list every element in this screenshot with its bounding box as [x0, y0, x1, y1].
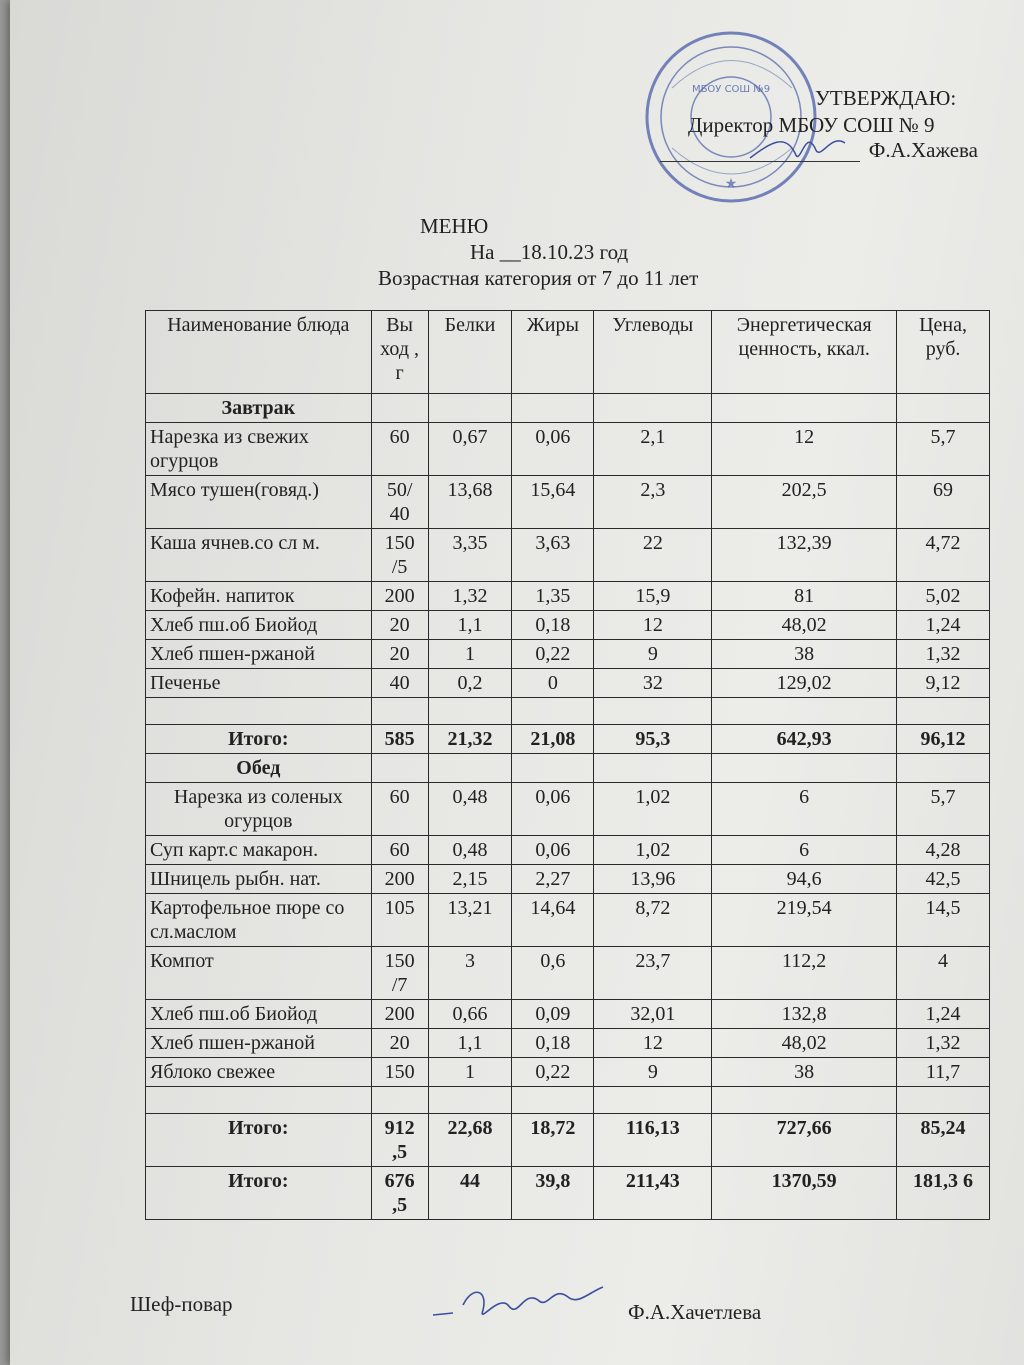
- total-row: [146, 1114, 990, 1167]
- cell-price: 5,7: [897, 783, 990, 836]
- cell-energy: 38: [712, 1058, 897, 1087]
- cell-protein: 1,1: [428, 1029, 512, 1058]
- dish-name: Мясо тушен(говяд.): [146, 476, 372, 529]
- dish-name: Хлеб пш.об Биойод: [146, 611, 372, 640]
- dish-name: Нарезка из свежих огурцов: [146, 423, 372, 476]
- cell-output: 40: [371, 669, 428, 698]
- cell-output: 50/ 40: [371, 476, 428, 529]
- empty-cell: [897, 1087, 990, 1114]
- cell-energy: 48,02: [712, 611, 897, 640]
- empty-cell: [146, 698, 372, 725]
- cell-carbs: 32: [594, 669, 712, 698]
- cell-fat: 1,35: [512, 582, 594, 611]
- cell-price: 1,32: [897, 640, 990, 669]
- cell-protein: 13,68: [428, 476, 512, 529]
- menu-date: На __18.10.23 год: [470, 240, 629, 264]
- empty-cell: [428, 394, 512, 423]
- cell-output: 200: [371, 1000, 428, 1029]
- dish-name: Хлеб пшен-ржаной: [146, 1029, 372, 1058]
- cell-price: 5,7: [897, 423, 990, 476]
- table-row: [146, 476, 990, 529]
- cell-carbs: 2,3: [594, 476, 712, 529]
- cell-carbs: 1,02: [594, 836, 712, 865]
- cell-carbs: 2,1: [594, 423, 712, 476]
- dish-name: Кофейн. напиток: [146, 582, 372, 611]
- cell-output: 200: [371, 582, 428, 611]
- table-row: [146, 865, 990, 894]
- empty-cell: [712, 1087, 897, 1114]
- empty-cell: [512, 698, 594, 725]
- empty-cell: [594, 394, 712, 423]
- age-category: Возрастная категория от 7 до 11 лет: [378, 266, 699, 290]
- dish-name: Яблоко свежее: [146, 1058, 372, 1087]
- cell-energy: 6: [712, 783, 897, 836]
- cell-protein: 2,15: [428, 865, 512, 894]
- cell-price: 9,12: [897, 669, 990, 698]
- cell-energy: 202,5: [712, 476, 897, 529]
- cell-energy: 112,2: [712, 947, 897, 1000]
- cell-fat: 21,08: [512, 725, 594, 754]
- empty-cell: [594, 698, 712, 725]
- cell-carbs: 116,13: [594, 1114, 712, 1167]
- cell-protein: 21,32: [428, 725, 512, 754]
- cell-output: 200: [371, 865, 428, 894]
- cell-output: 60: [371, 423, 428, 476]
- dish-name: Итого:: [146, 1114, 372, 1167]
- cell-output: 20: [371, 1029, 428, 1058]
- cell-energy: 48,02: [712, 1029, 897, 1058]
- chef-label: Шеф-повар: [130, 1292, 233, 1316]
- cell-fat: 2,27: [512, 865, 594, 894]
- empty-row: [146, 698, 990, 725]
- empty-cell: [428, 698, 512, 725]
- empty-cell: [371, 754, 428, 783]
- section-title: Обед: [146, 754, 372, 783]
- cell-carbs: 12: [594, 611, 712, 640]
- cell-protein: 3,35: [428, 529, 512, 582]
- empty-cell: [712, 754, 897, 783]
- cell-price: 4: [897, 947, 990, 1000]
- cell-price: 4,72: [897, 529, 990, 582]
- col-price: Цена, руб.: [897, 311, 990, 394]
- cell-energy: 129,02: [712, 669, 897, 698]
- dish-name: Суп карт.с макарон.: [146, 836, 372, 865]
- total-row: [146, 1167, 990, 1220]
- cell-energy: 132,39: [712, 529, 897, 582]
- approval-position: Директор МБОУ СОШ № 9: [688, 113, 935, 137]
- cell-energy: 38: [712, 640, 897, 669]
- cell-carbs: 9: [594, 1058, 712, 1087]
- cell-price: 1,32: [897, 1029, 990, 1058]
- empty-cell: [512, 1087, 594, 1114]
- cell-protein: 1: [428, 1058, 512, 1087]
- table-row: [146, 783, 990, 836]
- cell-carbs: 1,02: [594, 783, 712, 836]
- menu-table: [145, 310, 990, 1220]
- table-row: [146, 836, 990, 865]
- cell-output: 20: [371, 611, 428, 640]
- empty-cell: [712, 394, 897, 423]
- empty-cell: [897, 754, 990, 783]
- cell-fat: 0,18: [512, 611, 594, 640]
- cell-price: 1,24: [897, 611, 990, 640]
- table-row: [146, 529, 990, 582]
- cell-carbs: 211,43: [594, 1167, 712, 1220]
- empty-cell: [428, 1087, 512, 1114]
- table-row: [146, 1058, 990, 1087]
- cell-carbs: 9: [594, 640, 712, 669]
- chef-name: Ф.А.Хачетлева: [628, 1300, 762, 1324]
- cell-output: 105: [371, 894, 428, 947]
- table-row: [146, 640, 990, 669]
- empty-cell: [371, 394, 428, 423]
- cell-protein: 0,48: [428, 836, 512, 865]
- approval-title: УТВЕРЖДАЮ:: [815, 86, 957, 110]
- cell-fat: 15,64: [512, 476, 594, 529]
- dish-name: Итого:: [146, 1167, 372, 1220]
- document-page: [10, 0, 1024, 1365]
- cell-protein: 0,67: [428, 423, 512, 476]
- cell-output: 150: [371, 1058, 428, 1087]
- empty-cell: [512, 394, 594, 423]
- dish-name: Хлеб пшен-ржаной: [146, 640, 372, 669]
- cell-protein: 3: [428, 947, 512, 1000]
- cell-price: 14,5: [897, 894, 990, 947]
- cell-fat: 14,64: [512, 894, 594, 947]
- cell-protein: 44: [428, 1167, 512, 1220]
- empty-cell: [897, 698, 990, 725]
- dish-name: Картофельное пюре со сл.маслом: [146, 894, 372, 947]
- cell-carbs: 95,3: [594, 725, 712, 754]
- dish-name: Компот: [146, 947, 372, 1000]
- cell-price: 69: [897, 476, 990, 529]
- cell-fat: 0,18: [512, 1029, 594, 1058]
- stamp-center-text: МБОУ СОШ №9: [691, 84, 771, 95]
- cell-energy: 94,6: [712, 865, 897, 894]
- empty-cell: [371, 1087, 428, 1114]
- cell-carbs: 8,72: [594, 894, 712, 947]
- cell-output: 585: [371, 725, 428, 754]
- cell-output: 676 ,5: [371, 1167, 428, 1220]
- cell-energy: 642,93: [712, 725, 897, 754]
- empty-cell: [594, 754, 712, 783]
- col-protein: Белки: [428, 311, 512, 394]
- cell-energy: 219,54: [712, 894, 897, 947]
- chef-signature: [428, 1275, 618, 1335]
- cell-energy: 81: [712, 582, 897, 611]
- cell-carbs: 15,9: [594, 582, 712, 611]
- table-row: [146, 582, 990, 611]
- menu-title: МЕНЮ: [420, 214, 489, 238]
- cell-protein: 1: [428, 640, 512, 669]
- dish-name: Печенье: [146, 669, 372, 698]
- col-name: Наименование блюда: [146, 311, 372, 394]
- cell-carbs: 23,7: [594, 947, 712, 1000]
- cell-price: 96,12: [897, 725, 990, 754]
- empty-cell: [371, 698, 428, 725]
- table-row: [146, 1000, 990, 1029]
- cell-price: 85,24: [897, 1114, 990, 1167]
- col-energy: Энергетическая ценность, ккал.: [712, 311, 897, 394]
- table-row: [146, 894, 990, 947]
- section-row: [146, 754, 990, 783]
- cell-fat: 0,22: [512, 640, 594, 669]
- table-row: [146, 669, 990, 698]
- cell-energy: 1370,59: [712, 1167, 897, 1220]
- cell-fat: 0,06: [512, 783, 594, 836]
- cell-fat: 0,6: [512, 947, 594, 1000]
- cell-fat: 18,72: [512, 1114, 594, 1167]
- cell-fat: 0,22: [512, 1058, 594, 1087]
- cell-output: 60: [371, 836, 428, 865]
- empty-cell: [512, 754, 594, 783]
- total-row: [146, 725, 990, 754]
- table-row: [146, 611, 990, 640]
- empty-cell: [594, 1087, 712, 1114]
- dish-name: Каша ячнев.со сл м.: [146, 529, 372, 582]
- cell-output: 912 ,5: [371, 1114, 428, 1167]
- cell-fat: 0,06: [512, 836, 594, 865]
- dish-name: Шницель рыбн. нат.: [146, 865, 372, 894]
- cell-energy: 6: [712, 836, 897, 865]
- cell-carbs: 13,96: [594, 865, 712, 894]
- col-output: Вы ход , г: [371, 311, 428, 394]
- section-title: Завтрак: [146, 394, 372, 423]
- cell-fat: 39,8: [512, 1167, 594, 1220]
- dish-name: Хлеб пш.об Биойод: [146, 1000, 372, 1029]
- section-row: [146, 394, 990, 423]
- cell-fat: 3,63: [512, 529, 594, 582]
- cell-protein: 0,66: [428, 1000, 512, 1029]
- cell-price: 1,24: [897, 1000, 990, 1029]
- empty-cell: [897, 394, 990, 423]
- cell-protein: 0,48: [428, 783, 512, 836]
- cell-energy: 12: [712, 423, 897, 476]
- cell-protein: 1,32: [428, 582, 512, 611]
- empty-row: [146, 1087, 990, 1114]
- cell-output: 150 /7: [371, 947, 428, 1000]
- cell-output: 20: [371, 640, 428, 669]
- dish-name: Нарезка из соленых огурцов: [146, 783, 372, 836]
- cell-fat: 0,09: [512, 1000, 594, 1029]
- director-signature: [745, 123, 855, 173]
- table-row: [146, 947, 990, 1000]
- cell-protein: 0,2: [428, 669, 512, 698]
- cell-protein: 13,21: [428, 894, 512, 947]
- cell-carbs: 22: [594, 529, 712, 582]
- cell-price: 4,28: [897, 836, 990, 865]
- cell-price: 42,5: [897, 865, 990, 894]
- svg-text:★: ★: [724, 177, 738, 192]
- header-row: [146, 311, 990, 394]
- cell-fat: 0: [512, 669, 594, 698]
- cell-output: 60: [371, 783, 428, 836]
- cell-price: 181,3 6: [897, 1167, 990, 1220]
- cell-carbs: 12: [594, 1029, 712, 1058]
- empty-cell: [146, 1087, 372, 1114]
- cell-carbs: 32,01: [594, 1000, 712, 1029]
- empty-cell: [428, 754, 512, 783]
- table-row: [146, 423, 990, 476]
- cell-energy: 727,66: [712, 1114, 897, 1167]
- empty-cell: [712, 698, 897, 725]
- approval-name: Ф.А.Хажева: [868, 138, 978, 162]
- cell-protein: 22,68: [428, 1114, 512, 1167]
- table-row: [146, 1029, 990, 1058]
- cell-protein: 1,1: [428, 611, 512, 640]
- col-carbs: Углеводы: [594, 311, 712, 394]
- dish-name: Итого:: [146, 725, 372, 754]
- cell-price: 11,7: [897, 1058, 990, 1087]
- cell-fat: 0,06: [512, 423, 594, 476]
- cell-output: 150 /5: [371, 529, 428, 582]
- cell-price: 5,02: [897, 582, 990, 611]
- cell-energy: 132,8: [712, 1000, 897, 1029]
- col-fat: Жиры: [512, 311, 594, 394]
